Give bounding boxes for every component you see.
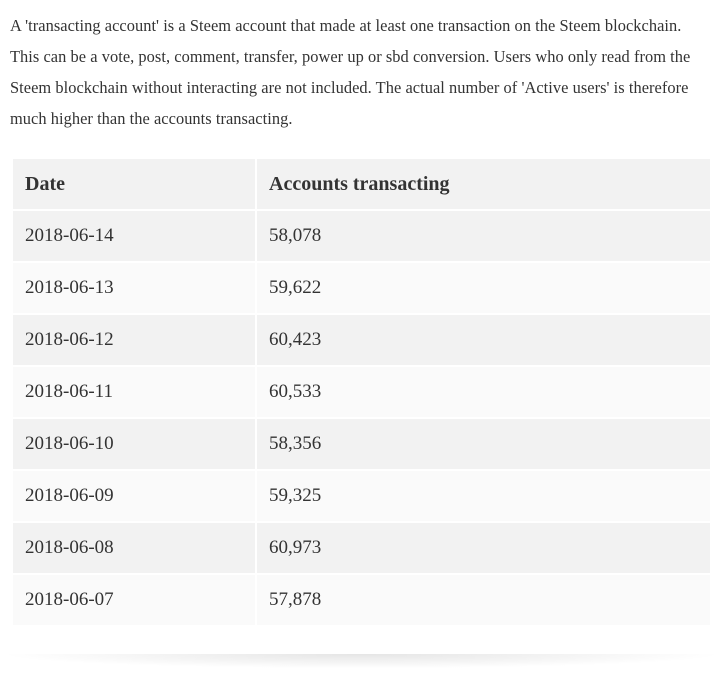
table-row — [12, 210, 711, 262]
cell-date: 2018-06-10 — [12, 418, 256, 470]
header-date: Date — [12, 158, 256, 210]
cell-date: 2018-06-08 — [12, 522, 256, 574]
cell-accounts: 57,878 — [256, 574, 711, 626]
cell-date: 2018-06-12 — [12, 314, 256, 366]
table-row — [12, 418, 711, 470]
cell-accounts: 59,622 — [256, 262, 711, 314]
table-row — [12, 470, 711, 522]
cell-date: 2018-06-14 — [12, 210, 256, 262]
section-divider-shadow — [8, 654, 715, 668]
cell-accounts: 58,078 — [256, 210, 711, 262]
cell-accounts: 60,423 — [256, 314, 711, 366]
cell-accounts: 58,356 — [256, 418, 711, 470]
cell-accounts: 60,533 — [256, 366, 711, 418]
cell-date: 2018-06-07 — [12, 574, 256, 626]
table-row — [12, 522, 711, 574]
cell-date: 2018-06-11 — [12, 366, 256, 418]
cell-accounts: 59,325 — [256, 470, 711, 522]
accounts-transacting-table — [11, 157, 712, 627]
table-header-row — [12, 158, 711, 210]
cell-accounts: 60,973 — [256, 522, 711, 574]
table-row — [12, 314, 711, 366]
table-row — [12, 574, 711, 626]
cell-date: 2018-06-09 — [12, 470, 256, 522]
header-accounts-transacting: Accounts transacting — [256, 158, 711, 210]
table-row — [12, 366, 711, 418]
cell-date: 2018-06-13 — [12, 262, 256, 314]
table-row — [12, 262, 711, 314]
intro-paragraph: A 'transacting account' is a Steem account that made at least one transaction on the Steem blockchain. This can be a vote, post, comment, transfer, power up or sbd conversion. Users who only read from the Steem blockchain without interacting are not included. The actual number of 'Active users' is therefore much higher than the accounts transacting. — [10, 16, 691, 128]
